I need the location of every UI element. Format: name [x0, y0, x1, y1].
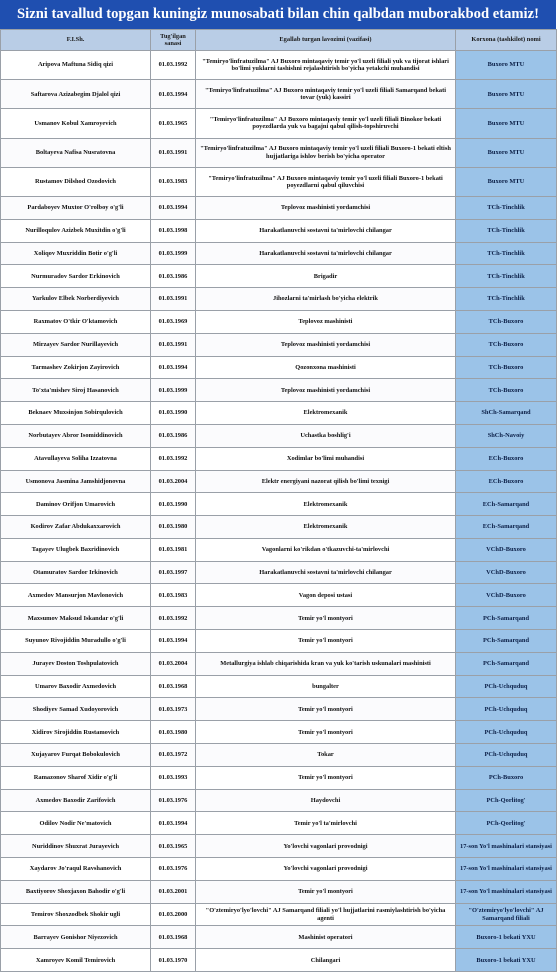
cell-organization: PCh-Uchquduq	[456, 675, 557, 698]
cell-position: Teplovoz mashinisti	[196, 310, 456, 333]
cell-position: Metallurgiya ishlab chiqarishida kran va yuk ko'tarish uskunalari mashinisti	[196, 652, 456, 675]
table-row	[1, 219, 557, 242]
cell-position: Harakatlanuvchi sostavni ta'mirlovchi chilangar	[196, 561, 456, 584]
cell-birth-date: 01.03.1986	[151, 265, 196, 288]
cell-organization: ShCh-Samarqand	[456, 402, 557, 425]
cell-organization: PCh-Samarqand	[456, 652, 557, 675]
cell-position: "Temiryo'linfratuzilma" AJ Buxoro mintaqaviy temir yo'l uzeli filiali Buxoro-1 bekati poyezdlarni qabul qiluvchisi	[196, 167, 456, 196]
cell-position: Harakatlanuvchi sostavni ta'mirlovchi chilangar	[196, 219, 456, 242]
table-row	[1, 721, 557, 744]
cell-birth-date: 01.03.1980	[151, 721, 196, 744]
cell-full-name: Beknaev Muxsinjon Sobirqulovich	[1, 402, 151, 425]
cell-birth-date: 01.03.2004	[151, 470, 196, 493]
cell-birth-date: 01.03.1998	[151, 219, 196, 242]
cell-position: Elektromexanik	[196, 516, 456, 539]
cell-organization: Buxoro MTU	[456, 109, 557, 138]
cell-position: Teplovoz mashinisti yordamchisi	[196, 196, 456, 219]
cell-birth-date: 01.03.1965	[151, 109, 196, 138]
cell-organization: ECh-Buxoro	[456, 470, 557, 493]
cell-organization: 17-son Yo'l mashinalari stansiyasi	[456, 835, 557, 858]
cell-position: Temir yo'l montyori	[196, 630, 456, 653]
cell-birth-date: 01.03.1970	[151, 949, 196, 972]
cell-position: "Temiryo'linfratuzilma" AJ Buxoro mintaqaviy temir yo'l uzeli filiali Samarqand bekati tovar (yuk) kassiri	[196, 80, 456, 109]
cell-full-name: Norbutayev Abror Isomiddinovich	[1, 424, 151, 447]
cell-full-name: Xidirov Sirojiddin Rustamovich	[1, 721, 151, 744]
cell-organization: Buxoro MTU	[456, 167, 557, 196]
cell-organization: TCh-Buxoro	[456, 379, 557, 402]
cell-birth-date: 01.03.1992	[151, 51, 196, 80]
cell-full-name: Atavullayeva Soliha Izzatovna	[1, 447, 151, 470]
table-row	[1, 607, 557, 630]
cell-position: Temir yo'l montyori	[196, 721, 456, 744]
cell-birth-date: 01.03.1997	[151, 561, 196, 584]
cell-organization: PCh-Uchquduq	[456, 744, 557, 767]
cell-birth-date: 01.03.2001	[151, 880, 196, 903]
table-row	[1, 265, 557, 288]
cell-full-name: Axmedov Baxodir Zarifovich	[1, 789, 151, 812]
cell-position: "O'ztemiryo'lyo'lovchi" AJ Samarqand filiali yo'l hujjatlarini rasmiylashtirish bo'yicha agenti	[196, 903, 456, 926]
cell-birth-date: 01.03.1999	[151, 242, 196, 265]
cell-organization: TCh-Tinchlik	[456, 219, 557, 242]
cell-birth-date: 01.03.1991	[151, 138, 196, 167]
cell-full-name: Rustamov Dilshod Ozodovich	[1, 167, 151, 196]
cell-full-name: Xoliqov Muxriddin Botir o'g'li	[1, 242, 151, 265]
table-row	[1, 447, 557, 470]
cell-full-name: Axmedov Mansurjon Mavlonovich	[1, 584, 151, 607]
table-row	[1, 80, 557, 109]
table-row	[1, 652, 557, 675]
cell-full-name: Saftarova Azizabegim Djalol qizi	[1, 80, 151, 109]
page-title: Sizni tavallud topgan kuningiz munosabati bilan chin qalbdan muborakbod etamiz!	[0, 0, 556, 29]
cell-position: Xodimlar bo'limi muhandisi	[196, 447, 456, 470]
cell-full-name: Shodiyev Samad Xudoyorovich	[1, 698, 151, 721]
cell-organization: ShCh-Navoiy	[456, 424, 557, 447]
table-row	[1, 196, 557, 219]
cell-position: Jihozlarni ta'mirlash bo'yicha elektrik	[196, 288, 456, 311]
cell-organization: Buxoro-1 bekati YXU	[456, 949, 557, 972]
table-row	[1, 424, 557, 447]
cell-full-name: Kodirov Zafar Abdukaxxarovich	[1, 516, 151, 539]
cell-organization: PCh-Samarqand	[456, 607, 557, 630]
cell-position: Yo'lovchi vagonlari provodnigi	[196, 835, 456, 858]
table-row	[1, 744, 557, 767]
cell-full-name: Xamroyev Komil Temirovich	[1, 949, 151, 972]
cell-full-name: Barrayev Gonishor Niyezovich	[1, 926, 151, 949]
cell-birth-date: 01.03.1991	[151, 288, 196, 311]
cell-birth-date: 01.03.1994	[151, 812, 196, 835]
cell-full-name: Nurilloqulov Azizbek Muxitdin o'g'li	[1, 219, 151, 242]
cell-organization: 17-son Yo'l mashinalari stansiyasi	[456, 880, 557, 903]
cell-full-name: Xujayarov Furqat Bobokulovich	[1, 744, 151, 767]
cell-full-name: Mirzayev Sardor Nurillayevich	[1, 333, 151, 356]
cell-full-name: Baxtiyorov Shoxjaxon Bahodir o'g'li	[1, 880, 151, 903]
cell-organization: PCh-Samarqand	[456, 630, 557, 653]
table-row	[1, 310, 557, 333]
cell-organization: PCh-Qorlitog'	[456, 812, 557, 835]
cell-birth-date: 01.03.1965	[151, 835, 196, 858]
table-row	[1, 584, 557, 607]
cell-position: Harakatlanuvchi sostavni ta'mirlovchi chilangar	[196, 242, 456, 265]
cell-position: Temir yo'l montyori	[196, 698, 456, 721]
cell-position: Tokar	[196, 744, 456, 767]
cell-birth-date: 01.03.1981	[151, 538, 196, 561]
cell-organization: TCh-Tinchlik	[456, 288, 557, 311]
cell-position: Mashinist operatori	[196, 926, 456, 949]
cell-birth-date: 01.03.1994	[151, 630, 196, 653]
table-row	[1, 835, 557, 858]
cell-organization: TCh-Buxoro	[456, 310, 557, 333]
table-row	[1, 402, 557, 425]
cell-birth-date: 01.03.1972	[151, 744, 196, 767]
table-row	[1, 356, 557, 379]
table-row	[1, 167, 557, 196]
table-row	[1, 138, 557, 167]
cell-birth-date: 01.03.1973	[151, 698, 196, 721]
cell-position: bungalter	[196, 675, 456, 698]
cell-birth-date: 01.03.1994	[151, 80, 196, 109]
table-row	[1, 766, 557, 789]
cell-position: Elektr energiyani nazorat qilish bo'limi texnigi	[196, 470, 456, 493]
cell-birth-date: 01.03.1993	[151, 766, 196, 789]
cell-organization: PCh-Uchquduq	[456, 698, 557, 721]
cell-birth-date: 01.03.1976	[151, 789, 196, 812]
cell-birth-date: 01.03.1980	[151, 516, 196, 539]
table-row	[1, 242, 557, 265]
cell-position: "Temiryo'linfratuzilma" AJ Buxoro mintaqaviy temir yo'l uzeli filiali Binokor bekati poyezdlarda yuk va bagajni qabul qilish-topshiruvchi	[196, 109, 456, 138]
cell-organization: Buxoro-1 bekati YXU	[456, 926, 557, 949]
table-header-row	[1, 30, 557, 51]
cell-organization: Buxoro MTU	[456, 51, 557, 80]
cell-position: Temir yo'l ta'mirlovchi	[196, 812, 456, 835]
cell-birth-date: 01.03.1992	[151, 607, 196, 630]
cell-full-name: Maxsumov Maksud Iskandar o'g'li	[1, 607, 151, 630]
cell-position: Haydovchi	[196, 789, 456, 812]
cell-full-name: Yarkulov Elbek Norberdiyevich	[1, 288, 151, 311]
column-header-position: Egallab turgan lavozimi (vazifasi)	[196, 30, 456, 51]
cell-position: Vagonlarni ko'rikdan o'tkazuvchi-ta'mirlovchi	[196, 538, 456, 561]
cell-position: Vagon deposi ustasi	[196, 584, 456, 607]
cell-organization: ECh-Buxoro	[456, 447, 557, 470]
cell-organization: VChD-Buxoro	[456, 538, 557, 561]
cell-organization: PCh-Uchquduq	[456, 721, 557, 744]
cell-organization: PCh-Qorlitog'	[456, 789, 557, 812]
table-body	[1, 51, 557, 972]
cell-position: Teplovoz mashinisti yordamchisi	[196, 379, 456, 402]
cell-birth-date: 01.03.1992	[151, 447, 196, 470]
table-row	[1, 949, 557, 972]
cell-birth-date: 01.03.1994	[151, 196, 196, 219]
cell-organization: TCh-Tinchlik	[456, 242, 557, 265]
cell-position: Chilangari	[196, 949, 456, 972]
table-row	[1, 880, 557, 903]
table-row	[1, 675, 557, 698]
cell-birth-date: 01.03.1986	[151, 424, 196, 447]
cell-full-name: Usmanov Kobul Xamroyevich	[1, 109, 151, 138]
cell-full-name: Umarov Baxodir Axmedovich	[1, 675, 151, 698]
cell-birth-date: 01.03.2004	[151, 652, 196, 675]
table-row	[1, 516, 557, 539]
cell-birth-date: 01.03.2000	[151, 903, 196, 926]
cell-position: Elektromexanik	[196, 493, 456, 516]
cell-full-name: Tagayev Ulugbek Baxridinovich	[1, 538, 151, 561]
cell-full-name: Suyunov Rivojiddin Muradullo o'g'li	[1, 630, 151, 653]
table-row	[1, 493, 557, 516]
cell-position: Temir yo'l montyori	[196, 607, 456, 630]
table-row	[1, 698, 557, 721]
cell-position: Elektromexanik	[196, 402, 456, 425]
birthday-table-sheet	[0, 29, 556, 964]
table-row	[1, 926, 557, 949]
column-header-birthdate: Tug'ilgan sanasi	[151, 30, 196, 51]
cell-birth-date: 01.03.1976	[151, 858, 196, 881]
cell-full-name: Temirov Shoxzodbek Shokir ugli	[1, 903, 151, 926]
cell-full-name: Usmonova Jasmina Jamshidjonovna	[1, 470, 151, 493]
cell-full-name: To'xta'mishev Siroj Hasanovich	[1, 379, 151, 402]
cell-full-name: Raxmatov O'tkir O'ktamovich	[1, 310, 151, 333]
cell-position: Brigadir	[196, 265, 456, 288]
cell-full-name: Odilov Nodir Ne'matovich	[1, 812, 151, 835]
cell-position: Temir yo'l montyori	[196, 766, 456, 789]
table-row	[1, 288, 557, 311]
cell-birth-date: 01.03.1990	[151, 402, 196, 425]
table-row	[1, 538, 557, 561]
cell-full-name: Xaydarov Jo'raqul Ravshanovich	[1, 858, 151, 881]
table-row	[1, 470, 557, 493]
table-row	[1, 858, 557, 881]
cell-organization: PCh-Buxoro	[456, 766, 557, 789]
table-row	[1, 789, 557, 812]
cell-position: Temir yo'l montyori	[196, 880, 456, 903]
cell-full-name: Otamuratov Sardor Irkinovich	[1, 561, 151, 584]
column-header-name: F.I.Sh.	[1, 30, 151, 51]
table-row	[1, 903, 557, 926]
cell-full-name: Nuriddinov Shuxrat Jurayevich	[1, 835, 151, 858]
table-row	[1, 630, 557, 653]
cell-full-name: Nurmuradov Sardor Erkinovich	[1, 265, 151, 288]
cell-full-name: Jurayev Doston Toshpulatovich	[1, 652, 151, 675]
cell-position: Qozonxona mashinisti	[196, 356, 456, 379]
cell-position: "Temiryo'linfratuzilma" AJ Buxoro mintaqaviy temir yo'l uzeli filiali yuk va tijorat ishlari bo'limi yuklarni tashishni rejalashtirish bo'yicha yetakchi muhandisi	[196, 51, 456, 80]
cell-organization: TCh-Buxoro	[456, 356, 557, 379]
cell-organization: VChD-Buxoro	[456, 561, 557, 584]
cell-birth-date: 01.03.1999	[151, 379, 196, 402]
cell-organization: ECh-Samarqand	[456, 493, 557, 516]
cell-organization: "O'ztemiryo'lyo'lovchi" AJ Samarqand filiali	[456, 903, 557, 926]
cell-birth-date: 01.03.1969	[151, 310, 196, 333]
cell-birth-date: 01.03.1983	[151, 167, 196, 196]
cell-birth-date: 01.03.1968	[151, 675, 196, 698]
table-row	[1, 333, 557, 356]
cell-birth-date: 01.03.1991	[151, 333, 196, 356]
cell-birth-date: 01.03.1983	[151, 584, 196, 607]
cell-position: Teplovoz mashinisti yordamchisi	[196, 333, 456, 356]
cell-organization: TCh-Buxoro	[456, 333, 557, 356]
cell-organization: VChD-Buxoro	[456, 584, 557, 607]
birthday-table	[0, 29, 557, 972]
cell-full-name: Pardaboyev Muxtor O'rolboy o'g'li	[1, 196, 151, 219]
cell-position: "Temiryo'linfratuzilma" AJ Buxoro mintaqaviy temir yo'l uzeli filiali Buxoro-1 bekati eltish hujjatlariga ishlov berish bo'yicha operator	[196, 138, 456, 167]
cell-position: Yo'lovchi vagonlari provodnigi	[196, 858, 456, 881]
cell-organization: ECh-Samarqand	[456, 516, 557, 539]
cell-full-name: Daminov Orifjon Umarovich	[1, 493, 151, 516]
cell-birth-date: 01.03.1968	[151, 926, 196, 949]
cell-organization: TCh-Tinchlik	[456, 196, 557, 219]
table-row	[1, 109, 557, 138]
cell-full-name: Ramazonov Sharof Xidir o'g'li	[1, 766, 151, 789]
cell-position: Uchastka boshlig'i	[196, 424, 456, 447]
table-row	[1, 379, 557, 402]
table-row	[1, 812, 557, 835]
table-row	[1, 51, 557, 80]
column-header-organization: Korxona (tashkilot) nomi	[456, 30, 557, 51]
table-row	[1, 561, 557, 584]
cell-full-name: Tarmashev Zokirjon Zayirovich	[1, 356, 151, 379]
cell-birth-date: 01.03.1990	[151, 493, 196, 516]
cell-organization: 17-son Yo'l mashinalari stansiyasi	[456, 858, 557, 881]
cell-organization: Buxoro MTU	[456, 138, 557, 167]
cell-full-name: Aripova Maftuna Sidiq qizi	[1, 51, 151, 80]
cell-full-name: Boltayeva Nafisa Nusratovna	[1, 138, 151, 167]
cell-birth-date: 01.03.1994	[151, 356, 196, 379]
cell-organization: TCh-Tinchlik	[456, 265, 557, 288]
cell-organization: Buxoro MTU	[456, 80, 557, 109]
